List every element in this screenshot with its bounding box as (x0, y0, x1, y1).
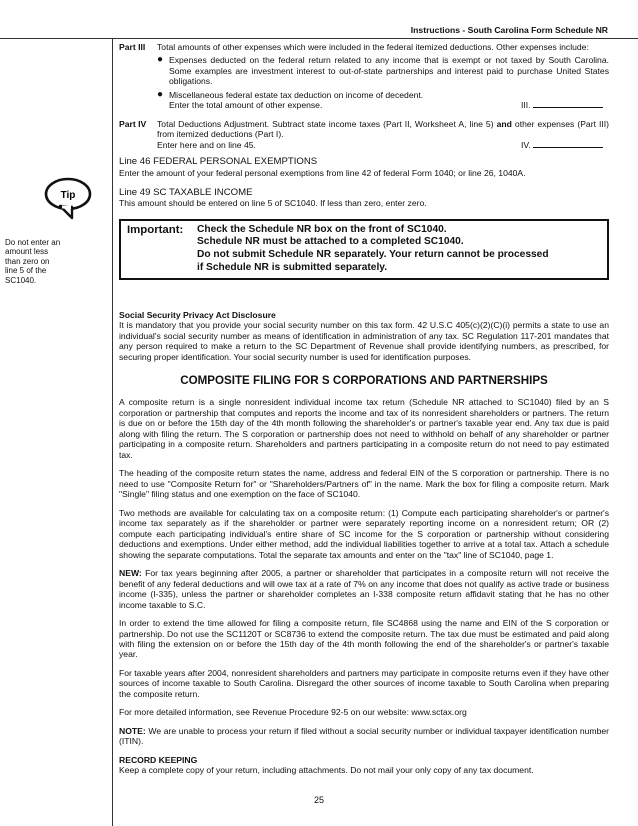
composite-paragraph: NOTE: We are unable to process your return if filed without a social security number or individual taxpayer identification number (ITIN). (119, 725, 610, 747)
part-iv-amount-field[interactable] (533, 140, 603, 148)
part-iv-text-b: other expenses (Part III) from itemized deductions (Part I). (157, 118, 610, 140)
part-iv-and: and (496, 118, 512, 129)
tip-icon (42, 176, 98, 220)
composite-paragraph: NEW: For tax years beginning after 2005, a partner or shareholder that participates in a composite return will not receive the benefit of any federal deductions and will owe tax at a rate of 7% on any income that does not qualify as active trade or business income (I-335), unless the partner or shareholder completes an I-338 composite return affidavit stating that he has no other income taxable to S.C. (119, 568, 610, 610)
important-label: Important: (127, 223, 184, 236)
bullet-text: Expenses deducted on the federal return related to any income that is exempt or not taxed by South Carolina. Some examples are investment interest to out-of-state partnerships and interest paid to purchase United States obligations. (169, 55, 609, 87)
list-item (157, 90, 609, 111)
part-iii-label: Part III (119, 42, 146, 52)
important-line: Do not submit Schedule NR separately. Your return cannot be processed (197, 249, 549, 261)
composite-paragraph: In order to extend the time allowed for filing a composite return, file SC4868 using the name and EIN of the S corporation or partnership. Do not use the SC1120T or SC8736 to extend the composite return. The tax due must be estimated and paid along with filing the extension on or before the 15th day of the 4th month following the end of the shareholder's or partner's taxable year. (119, 618, 609, 660)
bullet-icon: ● (157, 88, 164, 100)
composite-paragraph: The heading of the composite return states the name, address and federal EIN of the S corporation or partnership. There is no need to use "Composite Return for" or "Shareholders/Partners of" in the name. Mark the box for filing a composite return. Mark "Single" filing status and one exemption on the face of SC1040. (119, 468, 609, 500)
margin-rule (112, 38, 113, 826)
composite-paragraph: For more detailed information, see Revenue Procedure 92-5 on our website: www.sctax.org (119, 707, 467, 718)
part-iii-field-label: III. (521, 100, 531, 111)
composite-paragraph: For taxable years after 2004, nonresident shareholders and partners may participate in composite returns even if they have other sources of income taxable to South Carolina. Disregard the other sources of income taxable to South Carolina when preparing the composite return. (119, 667, 609, 699)
record-keeping-title: RECORD KEEPING (119, 754, 198, 765)
main-content (119, 42, 609, 776)
list-item (157, 55, 609, 86)
privacy-text: It is mandatory that you provide your social security number on this tax form. 42 U.S.C 405(c)(2)(C)(i) permits a state to use an individual's social security number as means of identification in administration of any tax. SC Regulation 117-201 mandates that any person required to make a return to the SC Department of Revenue shall provide identifying numbers, as prescribed, for securing proper identification. Your social security number is used for identification purposes. (119, 320, 609, 362)
line-46-text: Enter the amount of your federal personal exemptions from line 42 of federal Form 1040; or line 26, 1040A. (119, 168, 526, 179)
part-iii-text: Total amounts of other expenses which were included in the federal itemized deductions. Other expenses include: (157, 42, 589, 52)
tip-label: Tip (60, 190, 76, 201)
important-line: if Schedule NR is submitted separately. (197, 261, 388, 273)
part-iv-label: Part IV (119, 118, 147, 129)
record-keeping-text: Keep a complete copy of your return, including attachments. Do not mail your only copy of any tax document. (119, 765, 534, 776)
important-line: Check the Schedule NR box on the front of SC1040. (197, 223, 447, 235)
composite-paragraph: Two methods are available for calculating tax on a composite return: (1) Compute each participating shareholder's or partner's income tax separately as if the shareholder or partner were separately reporting income on a nonresident return; OR (2) compute each participating individual's entire share of SC income for the S corporation or partnership without considering deductions and exemptions. Under either method, add the individual liabilities together to arrive at a total tax. Attach a schedule showing the separate computations. Total the separate tax amounts and enter on the "tax" line of SC1040, page 1. (119, 507, 609, 560)
part-iii-amount-field[interactable] (533, 100, 603, 108)
page-header: Instructions - South Carolina Form Schedule NR (410, 25, 608, 35)
part-iii-enter-line: Enter the total amount of other expense. (169, 100, 323, 111)
part-iv-field-label: IV. (521, 139, 531, 150)
header-rule (0, 38, 638, 39)
composite-title: COMPOSITE FILING FOR S CORPORATIONS AND PARTNERSHIPS (180, 374, 548, 388)
line-46-heading: Line 46 FEDERAL PERSONAL EXEMPTIONS (119, 156, 318, 168)
part-iv-enter-line: Enter here and on line 45. (157, 139, 256, 150)
important-box (119, 219, 609, 280)
composite-paragraph: A composite return is a single nonresident individual income tax return (Schedule NR attached to SC1040) filed by an S corporation or partnership that computes and reports the income and tax of its nonresident shareholders or partners. The return is due on or before the 15th day of the 4th month following the shareholder's or partner's taxable year end. Any tax due is paid along with filing the return. The S corporation or partnership does not need to withhold on behalf of any shareholder or partner participating in a composite return. Shareholders and partners participating in a composite return do not need to pay estimated tax. (119, 397, 609, 460)
privacy-title: Social Security Privacy Act Disclosure (119, 309, 276, 320)
bullet-icon: ● (157, 54, 164, 66)
bullet-text: Miscellaneous federal estate tax deduction on income of decedent. (169, 89, 424, 100)
tip-note: Do not enter an amount less than zero on line 5 of the SC1040. (5, 238, 61, 285)
line-49-text: This amount should be entered on line 5 of SC1040. If less than zero, enter zero. (119, 198, 427, 209)
part-iv (119, 119, 609, 150)
part-iii (119, 42, 609, 111)
part-iv-text-a: Total Deductions Adjustment. Subtract state income taxes (Part II, Worksheet A, line 5) (157, 118, 494, 129)
page-number: 25 (313, 795, 324, 805)
line-49-heading: Line 49 SC TAXABLE INCOME (119, 186, 253, 198)
important-line: Schedule NR must be attached to a completed SC1040. (197, 236, 464, 248)
